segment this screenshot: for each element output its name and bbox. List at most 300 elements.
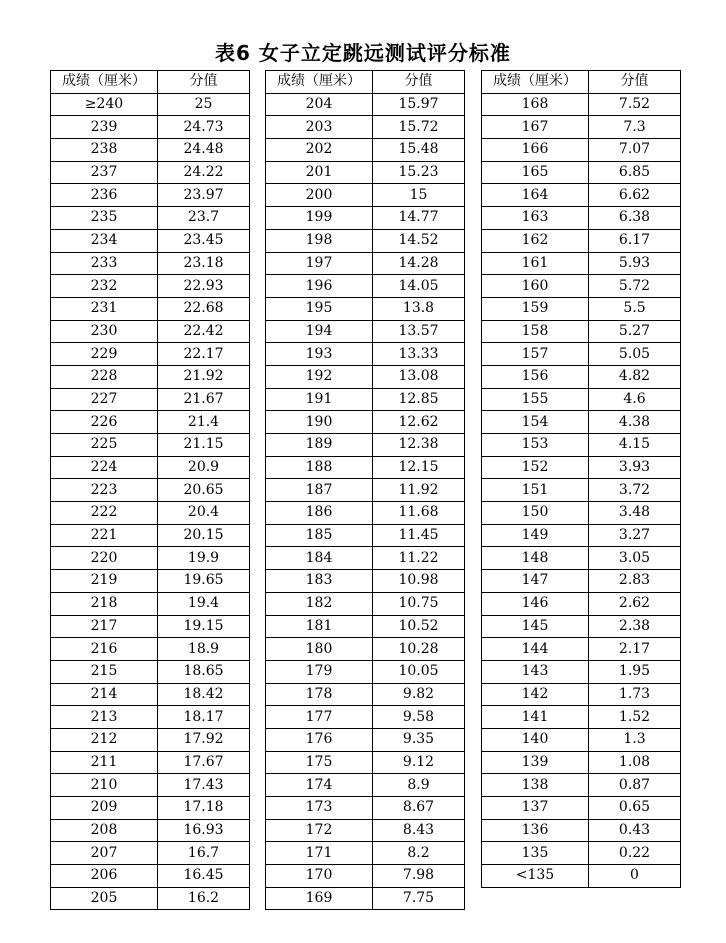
points-cell: 14.28 — [373, 252, 465, 275]
score-cell: 195 — [266, 297, 373, 320]
table-row — [51, 842, 250, 865]
table-row — [482, 683, 681, 706]
points-cell: 4.15 — [589, 434, 681, 457]
score-cell: ≥240 — [51, 93, 158, 116]
points-cell: 15.23 — [373, 161, 465, 184]
points-cell: 14.05 — [373, 275, 465, 298]
points-cell: 0.43 — [589, 819, 681, 842]
table-row — [266, 751, 465, 774]
table-row — [51, 683, 250, 706]
score-cell: 176 — [266, 728, 373, 751]
score-cell: 233 — [51, 252, 158, 275]
score-cell: 157 — [482, 343, 589, 366]
score-cell: 170 — [266, 865, 373, 888]
table-row — [266, 660, 465, 683]
points-cell: 23.45 — [158, 229, 250, 252]
points-cell: 18.9 — [158, 638, 250, 661]
points-cell: 19.4 — [158, 592, 250, 615]
score-cell: 175 — [266, 751, 373, 774]
points-cell: 10.28 — [373, 638, 465, 661]
table-row — [482, 479, 681, 502]
table-row — [266, 638, 465, 661]
table-row — [51, 751, 250, 774]
table-row — [51, 479, 250, 502]
score-cell: 153 — [482, 434, 589, 457]
table-row — [482, 819, 681, 842]
score-cell: 222 — [51, 502, 158, 525]
table-row — [482, 229, 681, 252]
table-row — [266, 116, 465, 139]
table-header-row — [51, 71, 250, 94]
score-cell: 211 — [51, 751, 158, 774]
table-row — [482, 297, 681, 320]
score-cell: 224 — [51, 456, 158, 479]
points-cell: 10.52 — [373, 615, 465, 638]
table-row — [266, 547, 465, 570]
score-cell: 200 — [266, 184, 373, 207]
table-row — [266, 93, 465, 116]
table-row — [51, 570, 250, 593]
points-cell: 14.77 — [373, 207, 465, 230]
table-row — [482, 706, 681, 729]
score-cell: 235 — [51, 207, 158, 230]
table-row — [266, 434, 465, 457]
points-cell: 24.48 — [158, 139, 250, 162]
table-row — [482, 365, 681, 388]
score-cell: 169 — [266, 887, 373, 910]
score-cell: 151 — [482, 479, 589, 502]
score-cell: 173 — [266, 797, 373, 820]
points-cell: 8.67 — [373, 797, 465, 820]
points-cell: 22.17 — [158, 343, 250, 366]
points-cell: 11.22 — [373, 547, 465, 570]
table-row — [51, 547, 250, 570]
score-cell: 180 — [266, 638, 373, 661]
points-cell: 12.15 — [373, 456, 465, 479]
points-cell: 22.42 — [158, 320, 250, 343]
table-row — [266, 456, 465, 479]
score-cell: 150 — [482, 502, 589, 525]
score-cell: 158 — [482, 320, 589, 343]
table-row — [266, 592, 465, 615]
score-cell: 161 — [482, 252, 589, 275]
table-row — [482, 592, 681, 615]
score-cell: 206 — [51, 865, 158, 888]
points-cell: 4.6 — [589, 388, 681, 411]
points-cell: 13.57 — [373, 320, 465, 343]
points-cell: 4.38 — [589, 411, 681, 434]
table-row — [266, 819, 465, 842]
points-cell: 18.42 — [158, 683, 250, 706]
score-cell: 236 — [51, 184, 158, 207]
table-row — [482, 161, 681, 184]
score-cell: 156 — [482, 365, 589, 388]
score-cell: 148 — [482, 547, 589, 570]
score-cell: 228 — [51, 365, 158, 388]
points-cell: 15.48 — [373, 139, 465, 162]
score-cell: 193 — [266, 343, 373, 366]
score-cell: 208 — [51, 819, 158, 842]
points-cell: 0.65 — [589, 797, 681, 820]
points-cell: 15 — [373, 184, 465, 207]
table-row — [51, 434, 250, 457]
points-cell: 1.52 — [589, 706, 681, 729]
score-cell: 138 — [482, 774, 589, 797]
table-row — [266, 343, 465, 366]
points-cell: 6.62 — [589, 184, 681, 207]
score-cell: 187 — [266, 479, 373, 502]
table-row — [482, 547, 681, 570]
table-row — [266, 683, 465, 706]
column-header-score: 成绩（厘米） — [482, 71, 589, 94]
score-cell: 220 — [51, 547, 158, 570]
score-cell: 146 — [482, 592, 589, 615]
table-row — [266, 615, 465, 638]
points-cell: 3.72 — [589, 479, 681, 502]
table-row — [266, 297, 465, 320]
points-cell: 11.92 — [373, 479, 465, 502]
score-cell: 223 — [51, 479, 158, 502]
table-row — [482, 207, 681, 230]
table-row — [266, 275, 465, 298]
score-table-3 — [481, 70, 681, 888]
points-cell: 9.58 — [373, 706, 465, 729]
points-cell: 19.15 — [158, 615, 250, 638]
score-cell: 189 — [266, 434, 373, 457]
score-cell: 218 — [51, 592, 158, 615]
column-header-points: 分值 — [158, 71, 250, 94]
points-cell: 6.17 — [589, 229, 681, 252]
points-cell: 18.65 — [158, 660, 250, 683]
table-row — [482, 797, 681, 820]
table-row — [266, 774, 465, 797]
points-cell: 17.43 — [158, 774, 250, 797]
score-cell: 203 — [266, 116, 373, 139]
table-row — [51, 93, 250, 116]
points-cell: 1.08 — [589, 751, 681, 774]
table-row — [266, 365, 465, 388]
points-cell: 7.98 — [373, 865, 465, 888]
table-row — [266, 797, 465, 820]
score-cell: 155 — [482, 388, 589, 411]
points-cell: 17.18 — [158, 797, 250, 820]
table-row — [482, 388, 681, 411]
score-cell: 172 — [266, 819, 373, 842]
points-cell: 23.7 — [158, 207, 250, 230]
table-row — [266, 207, 465, 230]
points-cell: 9.12 — [373, 751, 465, 774]
table-row — [51, 161, 250, 184]
points-cell: 17.67 — [158, 751, 250, 774]
points-cell: 16.45 — [158, 865, 250, 888]
table-row — [51, 615, 250, 638]
points-cell: 7.75 — [373, 887, 465, 910]
score-cell: 215 — [51, 660, 158, 683]
score-cell: 194 — [266, 320, 373, 343]
table-row — [482, 728, 681, 751]
points-cell: 2.17 — [589, 638, 681, 661]
table-row — [482, 343, 681, 366]
score-cell: 142 — [482, 683, 589, 706]
points-cell: 25 — [158, 93, 250, 116]
score-cell: 207 — [51, 842, 158, 865]
score-cell: 213 — [51, 706, 158, 729]
score-cell: 197 — [266, 252, 373, 275]
points-cell: 16.7 — [158, 842, 250, 865]
score-cell: 192 — [266, 365, 373, 388]
score-cell: 182 — [266, 592, 373, 615]
points-cell: 2.38 — [589, 615, 681, 638]
points-cell: 16.93 — [158, 819, 250, 842]
table-row — [482, 751, 681, 774]
score-cell: 201 — [266, 161, 373, 184]
points-cell: 9.35 — [373, 728, 465, 751]
points-cell: 5.5 — [589, 297, 681, 320]
score-cell: 232 — [51, 275, 158, 298]
table-row — [482, 638, 681, 661]
table-row — [482, 184, 681, 207]
score-cell: 159 — [482, 297, 589, 320]
table-row — [482, 615, 681, 638]
score-cell: 209 — [51, 797, 158, 820]
table-row — [51, 207, 250, 230]
table-row — [51, 229, 250, 252]
points-cell: 23.97 — [158, 184, 250, 207]
table-row — [266, 320, 465, 343]
points-cell: 8.43 — [373, 819, 465, 842]
score-table-2 — [265, 70, 465, 910]
score-cell: 154 — [482, 411, 589, 434]
column-header-score: 成绩（厘米） — [51, 71, 158, 94]
score-cell: 237 — [51, 161, 158, 184]
table-row — [482, 456, 681, 479]
table-row — [266, 479, 465, 502]
score-cell: 239 — [51, 116, 158, 139]
table-row — [482, 570, 681, 593]
points-cell: 8.9 — [373, 774, 465, 797]
score-cell: 229 — [51, 343, 158, 366]
score-cell: 177 — [266, 706, 373, 729]
points-cell: 21.92 — [158, 365, 250, 388]
points-cell: 19.65 — [158, 570, 250, 593]
score-table-1 — [50, 70, 250, 910]
table-row — [51, 365, 250, 388]
score-cell: 136 — [482, 819, 589, 842]
table-row — [266, 887, 465, 910]
table-row — [266, 388, 465, 411]
points-cell: 1.95 — [589, 660, 681, 683]
points-cell: 15.97 — [373, 93, 465, 116]
score-cell: 174 — [266, 774, 373, 797]
table-row — [266, 728, 465, 751]
score-cell: 139 — [482, 751, 589, 774]
score-cell: 167 — [482, 116, 589, 139]
column-header-points: 分值 — [373, 71, 465, 94]
table-row — [482, 275, 681, 298]
points-cell: 7.52 — [589, 93, 681, 116]
table-header-row — [482, 71, 681, 94]
score-cell: 181 — [266, 615, 373, 638]
score-cell: 183 — [266, 570, 373, 593]
score-cell: 205 — [51, 887, 158, 910]
points-cell: 6.85 — [589, 161, 681, 184]
score-cell: 196 — [266, 275, 373, 298]
table-header-row — [266, 71, 465, 94]
score-cell: 225 — [51, 434, 158, 457]
table-row — [51, 184, 250, 207]
points-cell: 10.98 — [373, 570, 465, 593]
score-cell: 141 — [482, 706, 589, 729]
table-row — [266, 502, 465, 525]
score-cell: 191 — [266, 388, 373, 411]
points-cell: 20.65 — [158, 479, 250, 502]
points-cell: 0 — [589, 865, 681, 888]
table-row — [51, 343, 250, 366]
points-cell: 12.62 — [373, 411, 465, 434]
table-row — [266, 184, 465, 207]
points-cell: 13.08 — [373, 365, 465, 388]
points-cell: 8.2 — [373, 842, 465, 865]
points-cell: 3.05 — [589, 547, 681, 570]
points-cell: 3.27 — [589, 524, 681, 547]
table-row — [51, 411, 250, 434]
table-row — [482, 502, 681, 525]
score-cell: 144 — [482, 638, 589, 661]
points-cell: 19.9 — [158, 547, 250, 570]
table-row — [482, 93, 681, 116]
score-cell: 198 — [266, 229, 373, 252]
score-cell: 171 — [266, 842, 373, 865]
table-row — [51, 139, 250, 162]
points-cell: 22.93 — [158, 275, 250, 298]
table-row — [266, 706, 465, 729]
score-cell: 199 — [266, 207, 373, 230]
table-row — [482, 774, 681, 797]
points-cell: 5.72 — [589, 275, 681, 298]
points-cell: 23.18 — [158, 252, 250, 275]
table-row — [266, 865, 465, 888]
score-cell: 219 — [51, 570, 158, 593]
points-cell: 11.45 — [373, 524, 465, 547]
table-row — [266, 524, 465, 547]
points-cell: 21.15 — [158, 434, 250, 457]
score-cell: 238 — [51, 139, 158, 162]
table-row — [51, 706, 250, 729]
points-cell: 18.17 — [158, 706, 250, 729]
score-cell: 165 — [482, 161, 589, 184]
score-cell: 168 — [482, 93, 589, 116]
table-row — [51, 638, 250, 661]
score-cell: 184 — [266, 547, 373, 570]
column-header-score: 成绩（厘米） — [266, 71, 373, 94]
table-row — [482, 252, 681, 275]
table-row — [51, 320, 250, 343]
points-cell: 2.83 — [589, 570, 681, 593]
table-row — [482, 434, 681, 457]
score-cell: 185 — [266, 524, 373, 547]
score-cell: 178 — [266, 683, 373, 706]
score-cell: 221 — [51, 524, 158, 547]
table-row — [51, 116, 250, 139]
points-cell: 6.38 — [589, 207, 681, 230]
table-row — [266, 252, 465, 275]
score-cell: 179 — [266, 660, 373, 683]
points-cell: 13.8 — [373, 297, 465, 320]
points-cell: 3.48 — [589, 502, 681, 525]
points-cell: 13.33 — [373, 343, 465, 366]
score-cell: 143 — [482, 660, 589, 683]
score-cell: 216 — [51, 638, 158, 661]
score-cell: 202 — [266, 139, 373, 162]
points-cell: 7.07 — [589, 139, 681, 162]
table-row — [482, 116, 681, 139]
points-cell: 24.73 — [158, 116, 250, 139]
score-cell: 230 — [51, 320, 158, 343]
points-cell: 21.67 — [158, 388, 250, 411]
points-cell: 1.73 — [589, 683, 681, 706]
points-cell: 20.9 — [158, 456, 250, 479]
points-cell: 14.52 — [373, 229, 465, 252]
score-cell: 214 — [51, 683, 158, 706]
table-row — [482, 865, 681, 888]
table-row — [482, 320, 681, 343]
score-cell: 152 — [482, 456, 589, 479]
score-cell: 227 — [51, 388, 158, 411]
points-cell: 1.3 — [589, 728, 681, 751]
table-row — [51, 524, 250, 547]
points-cell: 5.27 — [589, 320, 681, 343]
table-row — [266, 161, 465, 184]
points-cell: 11.68 — [373, 502, 465, 525]
points-cell: 0.22 — [589, 842, 681, 865]
table-row — [482, 842, 681, 865]
score-cell: 190 — [266, 411, 373, 434]
table-row — [51, 592, 250, 615]
column-header-points: 分值 — [589, 71, 681, 94]
points-cell: 20.4 — [158, 502, 250, 525]
score-cell: 186 — [266, 502, 373, 525]
table-row — [51, 502, 250, 525]
table-row — [51, 252, 250, 275]
table-row — [266, 411, 465, 434]
points-cell: 4.82 — [589, 365, 681, 388]
score-cell: 149 — [482, 524, 589, 547]
table-row — [51, 456, 250, 479]
points-cell: 17.92 — [158, 728, 250, 751]
table-row — [51, 865, 250, 888]
score-cell: 145 — [482, 615, 589, 638]
points-cell: 21.4 — [158, 411, 250, 434]
table-row — [482, 524, 681, 547]
points-cell: 5.93 — [589, 252, 681, 275]
table-row — [482, 411, 681, 434]
table-row — [266, 570, 465, 593]
score-cell: 163 — [482, 207, 589, 230]
points-cell: 22.68 — [158, 297, 250, 320]
score-cell: 204 — [266, 93, 373, 116]
table-row — [51, 660, 250, 683]
points-cell: 9.82 — [373, 683, 465, 706]
points-cell: 12.38 — [373, 434, 465, 457]
points-cell: 2.62 — [589, 592, 681, 615]
table-row — [51, 887, 250, 910]
score-cell: 231 — [51, 297, 158, 320]
points-cell: 16.2 — [158, 887, 250, 910]
score-cell: 160 — [482, 275, 589, 298]
score-cell: 188 — [266, 456, 373, 479]
score-cell: 137 — [482, 797, 589, 820]
points-cell: 20.15 — [158, 524, 250, 547]
